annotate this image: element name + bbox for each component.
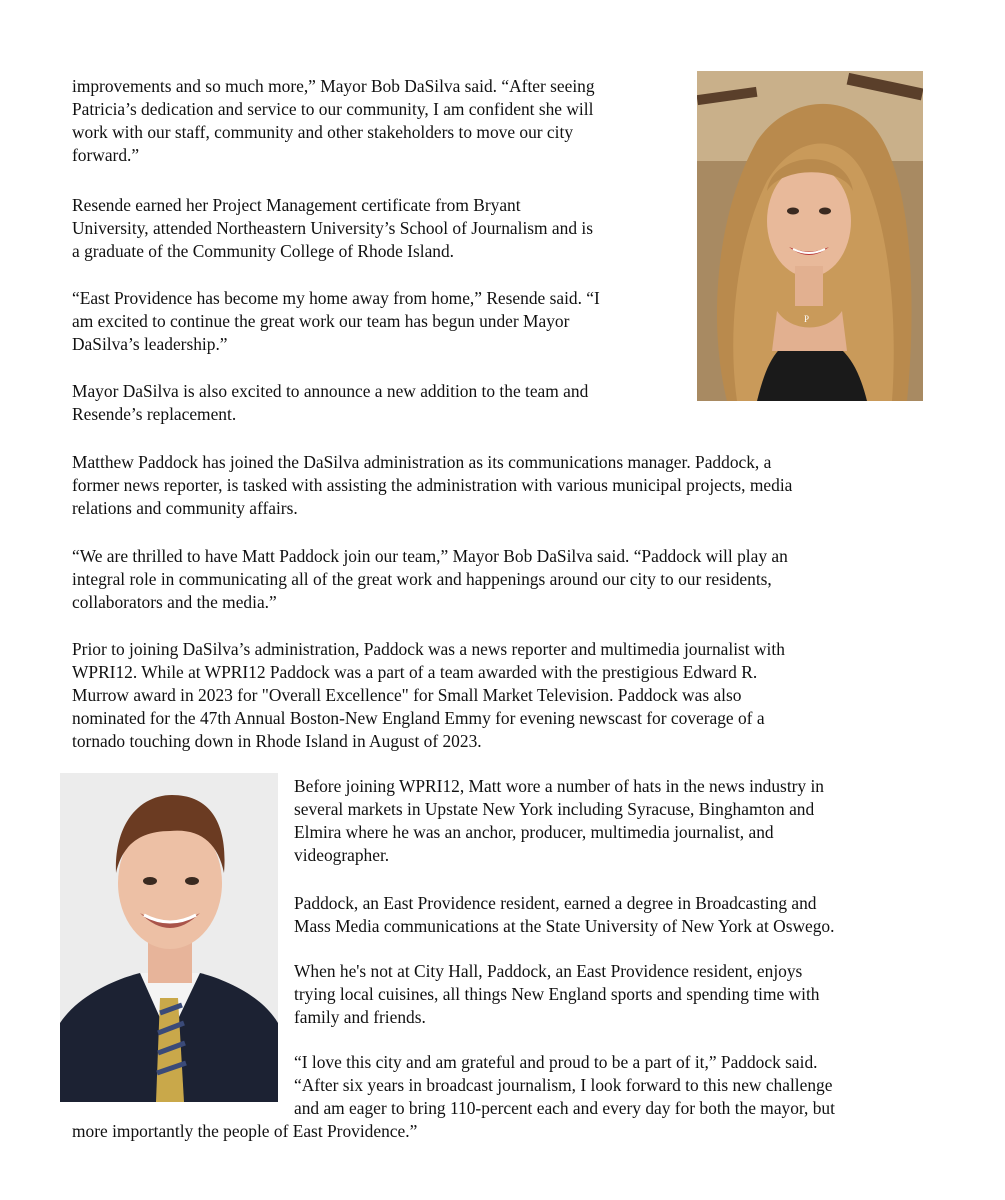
pendant-letter: P [804,314,810,324]
line: family and friends. [294,1007,426,1027]
line: collaborators and the media.” [72,592,277,612]
paragraph-paddock-career [294,775,824,867]
paragraph-mayor-quote-resende [72,75,595,167]
line: “We are thrilled to have Matt Paddock join our team,” Mayor Bob DaSilva said. “Paddock will play an [72,546,788,566]
line: former news reporter, is tasked with assisting the administration with various municipal projects, media [72,475,793,495]
line: integral role in communicating all of the great work and happenings around our city to our residents, [72,569,772,589]
line: DaSilva’s leadership.” [72,334,228,354]
line: am excited to continue the great work our team has begun under Mayor [72,311,570,331]
paragraph-paddock-quote-end [72,1120,417,1143]
line: Murrow award in 2023 for "Overall Excellence" for Small Market Television. Paddock was also [72,685,742,705]
paragraph-new-addition [72,380,588,426]
paragraph-paddock-quote [294,1051,835,1120]
line: tornado touching down in Rhode Island in August of 2023. [72,731,482,751]
line: Elmira where he was an anchor, producer, multimedia journalist, and [294,822,774,842]
line: Before joining WPRI12, Matt wore a number of hats in the news industry in [294,776,825,796]
line: WPRI12. While at WPRI12 Paddock was a part of a team awarded with the prestigious Edward R. [72,662,758,682]
line: a graduate of the Community College of Rhode Island. [72,241,455,261]
line: forward.” [72,145,140,165]
paragraph-mayor-quote-paddock [72,545,788,614]
line: videographer. [294,845,390,865]
paddock-portrait-illustration [60,773,278,1102]
line: Mass Media communications at the State University of New York at Oswego. [294,916,835,936]
line: improvements and so much more,” Mayor Bob DaSilva said. “After seeing [72,76,595,96]
line: and am eager to bring 110-percent each and every day for both the mayor, but [294,1098,835,1118]
line: “East Providence has become my home away from home,” Resende said. “I [72,288,600,308]
paragraph-resende-education [72,194,593,263]
line: relations and community affairs. [72,498,298,518]
line: “After six years in broadcast journalism, I look forward to this new challenge [294,1075,833,1095]
paddock-photo [60,773,278,1102]
line: Resende’s replacement. [72,404,237,424]
line: trying local cuisines, all things New England sports and spending time with [294,984,820,1004]
line: work with our staff, community and other stakeholders to move our city [72,122,574,142]
line: Paddock, an East Providence resident, earned a degree in Broadcasting and [294,893,817,913]
paragraph-paddock-joined [72,451,792,520]
line: Prior to joining DaSilva’s administration, Paddock was a news reporter and multimedia journalist with [72,639,785,659]
resende-portrait-illustration [697,71,923,401]
line: more importantly the people of East Providence.” [72,1121,418,1141]
line: University, attended Northeastern University’s School of Journalism and is [72,218,593,238]
paragraph-paddock-hobbies [294,960,820,1029]
line: several markets in Upstate New York including Syracuse, Binghamton and [294,799,815,819]
line: Mayor DaSilva is also excited to announce a new addition to the team and [72,381,589,401]
line: “I love this city and am grateful and proud to be a part of it,” Paddock said. [294,1052,818,1072]
paragraph-paddock-degree [294,892,834,938]
paragraph-paddock-wpri [72,638,785,753]
line: Patricia’s dedication and service to our community, I am confident she will [72,99,594,119]
line: nominated for the 47th Annual Boston-New England Emmy for evening newscast for coverage of a [72,708,765,728]
resende-photo [697,71,923,401]
line: Resende earned her Project Management certificate from Bryant [72,195,521,215]
line: When he's not at City Hall, Paddock, an East Providence resident, enjoys [294,961,803,981]
line: Matthew Paddock has joined the DaSilva administration as its communications manager. Paddock, a [72,452,772,472]
paragraph-resende-quote [72,287,600,356]
